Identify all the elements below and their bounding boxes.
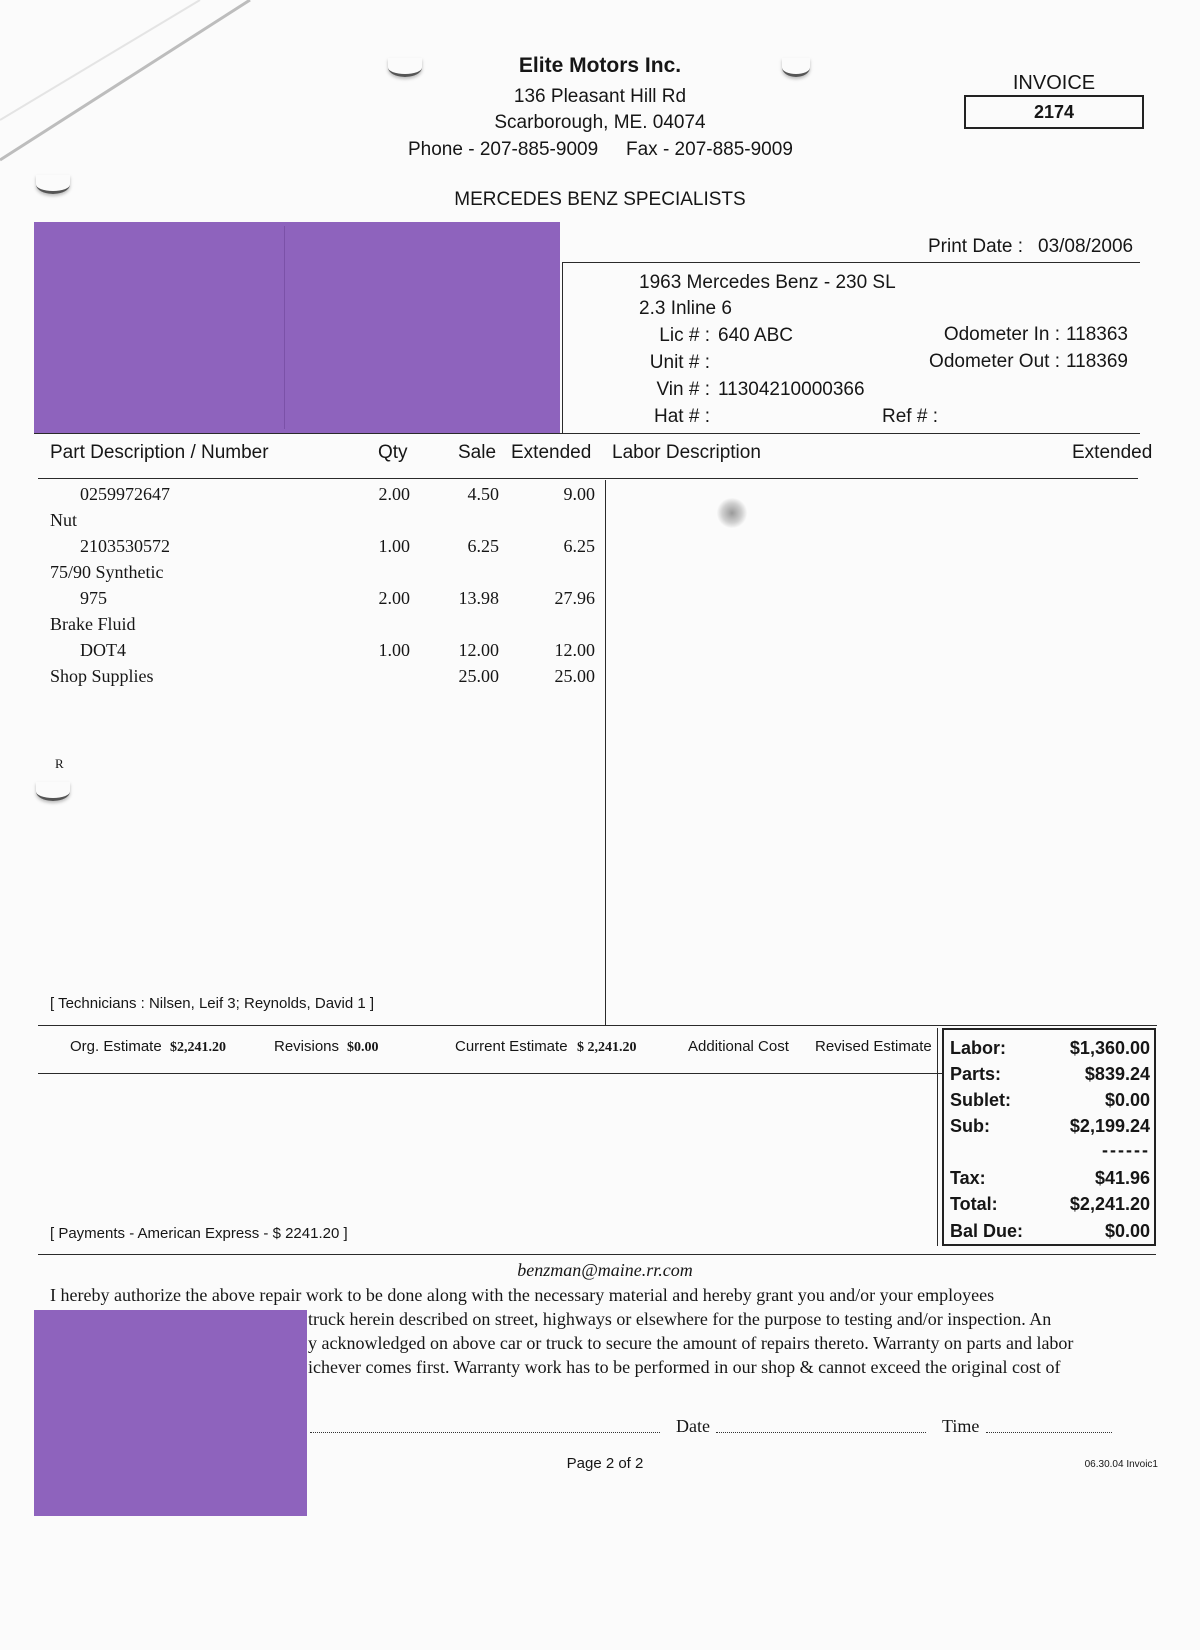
- table-column-divider: [605, 480, 606, 1025]
- time-label: Time: [942, 1416, 980, 1436]
- col-header-extended: Extended: [511, 442, 592, 463]
- part-extended: 12.00: [554, 640, 595, 660]
- part-qty: 2.00: [378, 484, 410, 504]
- part-sale: 13.98: [458, 588, 499, 608]
- shop-supplies-extended: 25.00: [554, 666, 595, 686]
- punch-hole-left-lower: [36, 782, 70, 801]
- vehicle-left-rule: [562, 262, 563, 433]
- part-description: Brake Fluid: [50, 614, 136, 634]
- part-number: DOT4: [80, 640, 126, 660]
- odometer-in-label: Odometer In :: [943, 324, 1060, 345]
- date-label: Date: [676, 1416, 710, 1436]
- payments-note: [ Payments - American Express - $ 2241.20 ]: [50, 1225, 348, 1242]
- punch-hole-left-upper: [36, 175, 70, 194]
- table-header-rule: [38, 478, 1138, 479]
- stray-mark: R: [55, 756, 64, 771]
- shop-supplies-label: Shop Supplies: [50, 666, 154, 686]
- lic-label: Lic # :: [659, 325, 710, 346]
- part-number: 2103530572: [80, 536, 170, 556]
- sublet-total-value: $0.00: [1104, 1090, 1150, 1110]
- sublet-total-label: Sublet:: [950, 1090, 1011, 1110]
- current-estimate-label: Current Estimate: [455, 1038, 568, 1055]
- part-number: 0259972647: [80, 484, 170, 504]
- company-name: Elite Motors Inc.: [518, 54, 682, 77]
- contact-email: benzman@maine.rr.com: [517, 1260, 693, 1280]
- part-sale: 12.00: [458, 640, 499, 660]
- technicians-note: [ Technicians : Nilsen, Leif 3; Reynolds, David 1 ]: [50, 995, 375, 1012]
- additional-cost-label: Additional Cost: [688, 1038, 789, 1055]
- table-top-rule: [34, 433, 1140, 434]
- lic-value: 640 ABC: [718, 325, 793, 346]
- totals-separator: ------: [1102, 1140, 1150, 1160]
- payments-bottom-rule: [38, 1254, 1156, 1255]
- totals-box-outer-rule: [937, 1028, 938, 1246]
- subtotal-value: $2,199.24: [1069, 1116, 1150, 1136]
- labor-total-value: $1,360.00: [1069, 1038, 1150, 1058]
- grand-total-label: Total:: [950, 1194, 998, 1214]
- labor-total-label: Labor:: [950, 1038, 1006, 1058]
- company-address-line1: 136 Pleasant Hill Rd: [513, 86, 687, 107]
- part-sale: 6.25: [467, 536, 499, 556]
- invoice-label: INVOICE: [1012, 72, 1096, 94]
- print-date-value: 03/08/2006: [1038, 236, 1134, 257]
- customer-info-redaction: [34, 222, 560, 433]
- tax-label: Tax:: [950, 1168, 986, 1188]
- authorization-text-line3: y acknowledged on above car or truck to secure the amount of repairs thereto. Warranty on parts and labor: [308, 1333, 1074, 1353]
- tax-value: $41.96: [1094, 1168, 1150, 1188]
- ref-label: Ref # :: [882, 406, 938, 427]
- part-qty: 1.00: [378, 536, 410, 556]
- page-number: Page 2 of 2: [566, 1455, 644, 1472]
- vin-label: Vin # :: [656, 379, 710, 400]
- signature-redaction: [34, 1310, 307, 1516]
- company-phone: Phone - 207-885-9009: [408, 139, 599, 160]
- authorization-text-line1: I hereby authorize the above repair work to be done along with the necessary material and hereby grant you and/or your employees: [50, 1285, 995, 1305]
- shop-supplies-sale: 25.00: [458, 666, 499, 686]
- company-specialty: MERCEDES BENZ SPECIALISTS: [454, 189, 746, 210]
- print-date-label: Print Date :: [928, 236, 1024, 257]
- current-estimate-value: $ 2,241.20: [577, 1040, 637, 1055]
- hat-label: Hat # :: [654, 406, 710, 427]
- part-qty: 1.00: [378, 640, 410, 660]
- balance-due-value: $0.00: [1104, 1221, 1150, 1241]
- time-line: [986, 1432, 1112, 1433]
- part-sale: 4.50: [467, 484, 499, 504]
- estimates-top-rule: [38, 1025, 942, 1026]
- folded-corner-shadow: [0, 0, 260, 170]
- col-header-sale: Sale: [458, 442, 497, 463]
- col-header-part: Part Description / Number: [50, 442, 269, 463]
- col-header-qty: Qty: [378, 442, 408, 463]
- estimates-bottom-rule: [38, 1073, 942, 1074]
- col-header-labor: Labor Description: [612, 442, 761, 463]
- company-address-line2: Scarborough, ME. 04074: [494, 112, 706, 133]
- part-extended: 27.96: [554, 588, 595, 608]
- signature-line: [310, 1432, 660, 1433]
- subtotal-label: Sub:: [950, 1116, 990, 1136]
- org-estimate-label: Org. Estimate: [70, 1038, 162, 1055]
- invoice-number-box: 2174: [964, 95, 1144, 129]
- vin-value: 11304210000366: [718, 379, 865, 400]
- redaction-seam: [284, 226, 285, 429]
- vehicle-engine: 2.3 Inline 6: [639, 298, 732, 319]
- balance-due-label: Bal Due:: [950, 1221, 1024, 1241]
- odometer-out-label: Odometer Out :: [929, 351, 1060, 372]
- odometer-in-value: 118363: [1066, 324, 1128, 345]
- part-qty: 2.00: [378, 588, 410, 608]
- parts-total-value: $839.24: [1084, 1064, 1150, 1084]
- vehicle-model: 1963 Mercedes Benz - 230 SL: [639, 272, 896, 293]
- revised-estimate-label: Revised Estimate: [815, 1038, 932, 1055]
- part-number: 975: [80, 588, 107, 608]
- totals-box-top-rule: [937, 1025, 1157, 1026]
- grand-total-value: $2,241.20: [1069, 1194, 1150, 1214]
- col-header-labor-extended: Extended: [1072, 442, 1153, 463]
- unit-label: Unit # :: [649, 352, 710, 373]
- part-description: Nut: [50, 510, 77, 530]
- company-fax: Fax - 207-885-9009: [626, 139, 793, 160]
- part-extended: 9.00: [563, 484, 595, 504]
- parts-total-label: Parts:: [950, 1064, 1002, 1084]
- part-description: 75/90 Synthetic: [50, 562, 164, 582]
- odometer-out-value: 118369: [1066, 351, 1128, 372]
- smudge-mark: [716, 498, 748, 528]
- org-estimate-value: $2,241.20: [170, 1040, 226, 1055]
- vehicle-top-rule: [562, 262, 1140, 263]
- date-line: [716, 1432, 926, 1433]
- part-extended: 6.25: [563, 536, 595, 556]
- form-code: 06.30.04 Invoic1: [1084, 1459, 1158, 1470]
- authorization-text-line2: truck herein described on street, highways or elsewhere for the purpose to testing and/or inspection. An: [308, 1309, 1052, 1329]
- revisions-value: $0.00: [347, 1040, 379, 1055]
- revisions-label: Revisions: [274, 1038, 340, 1055]
- authorization-text-line4: ichever comes first. Warranty work has to be performed in our shop & cannot exceed the original cost of: [308, 1357, 1061, 1377]
